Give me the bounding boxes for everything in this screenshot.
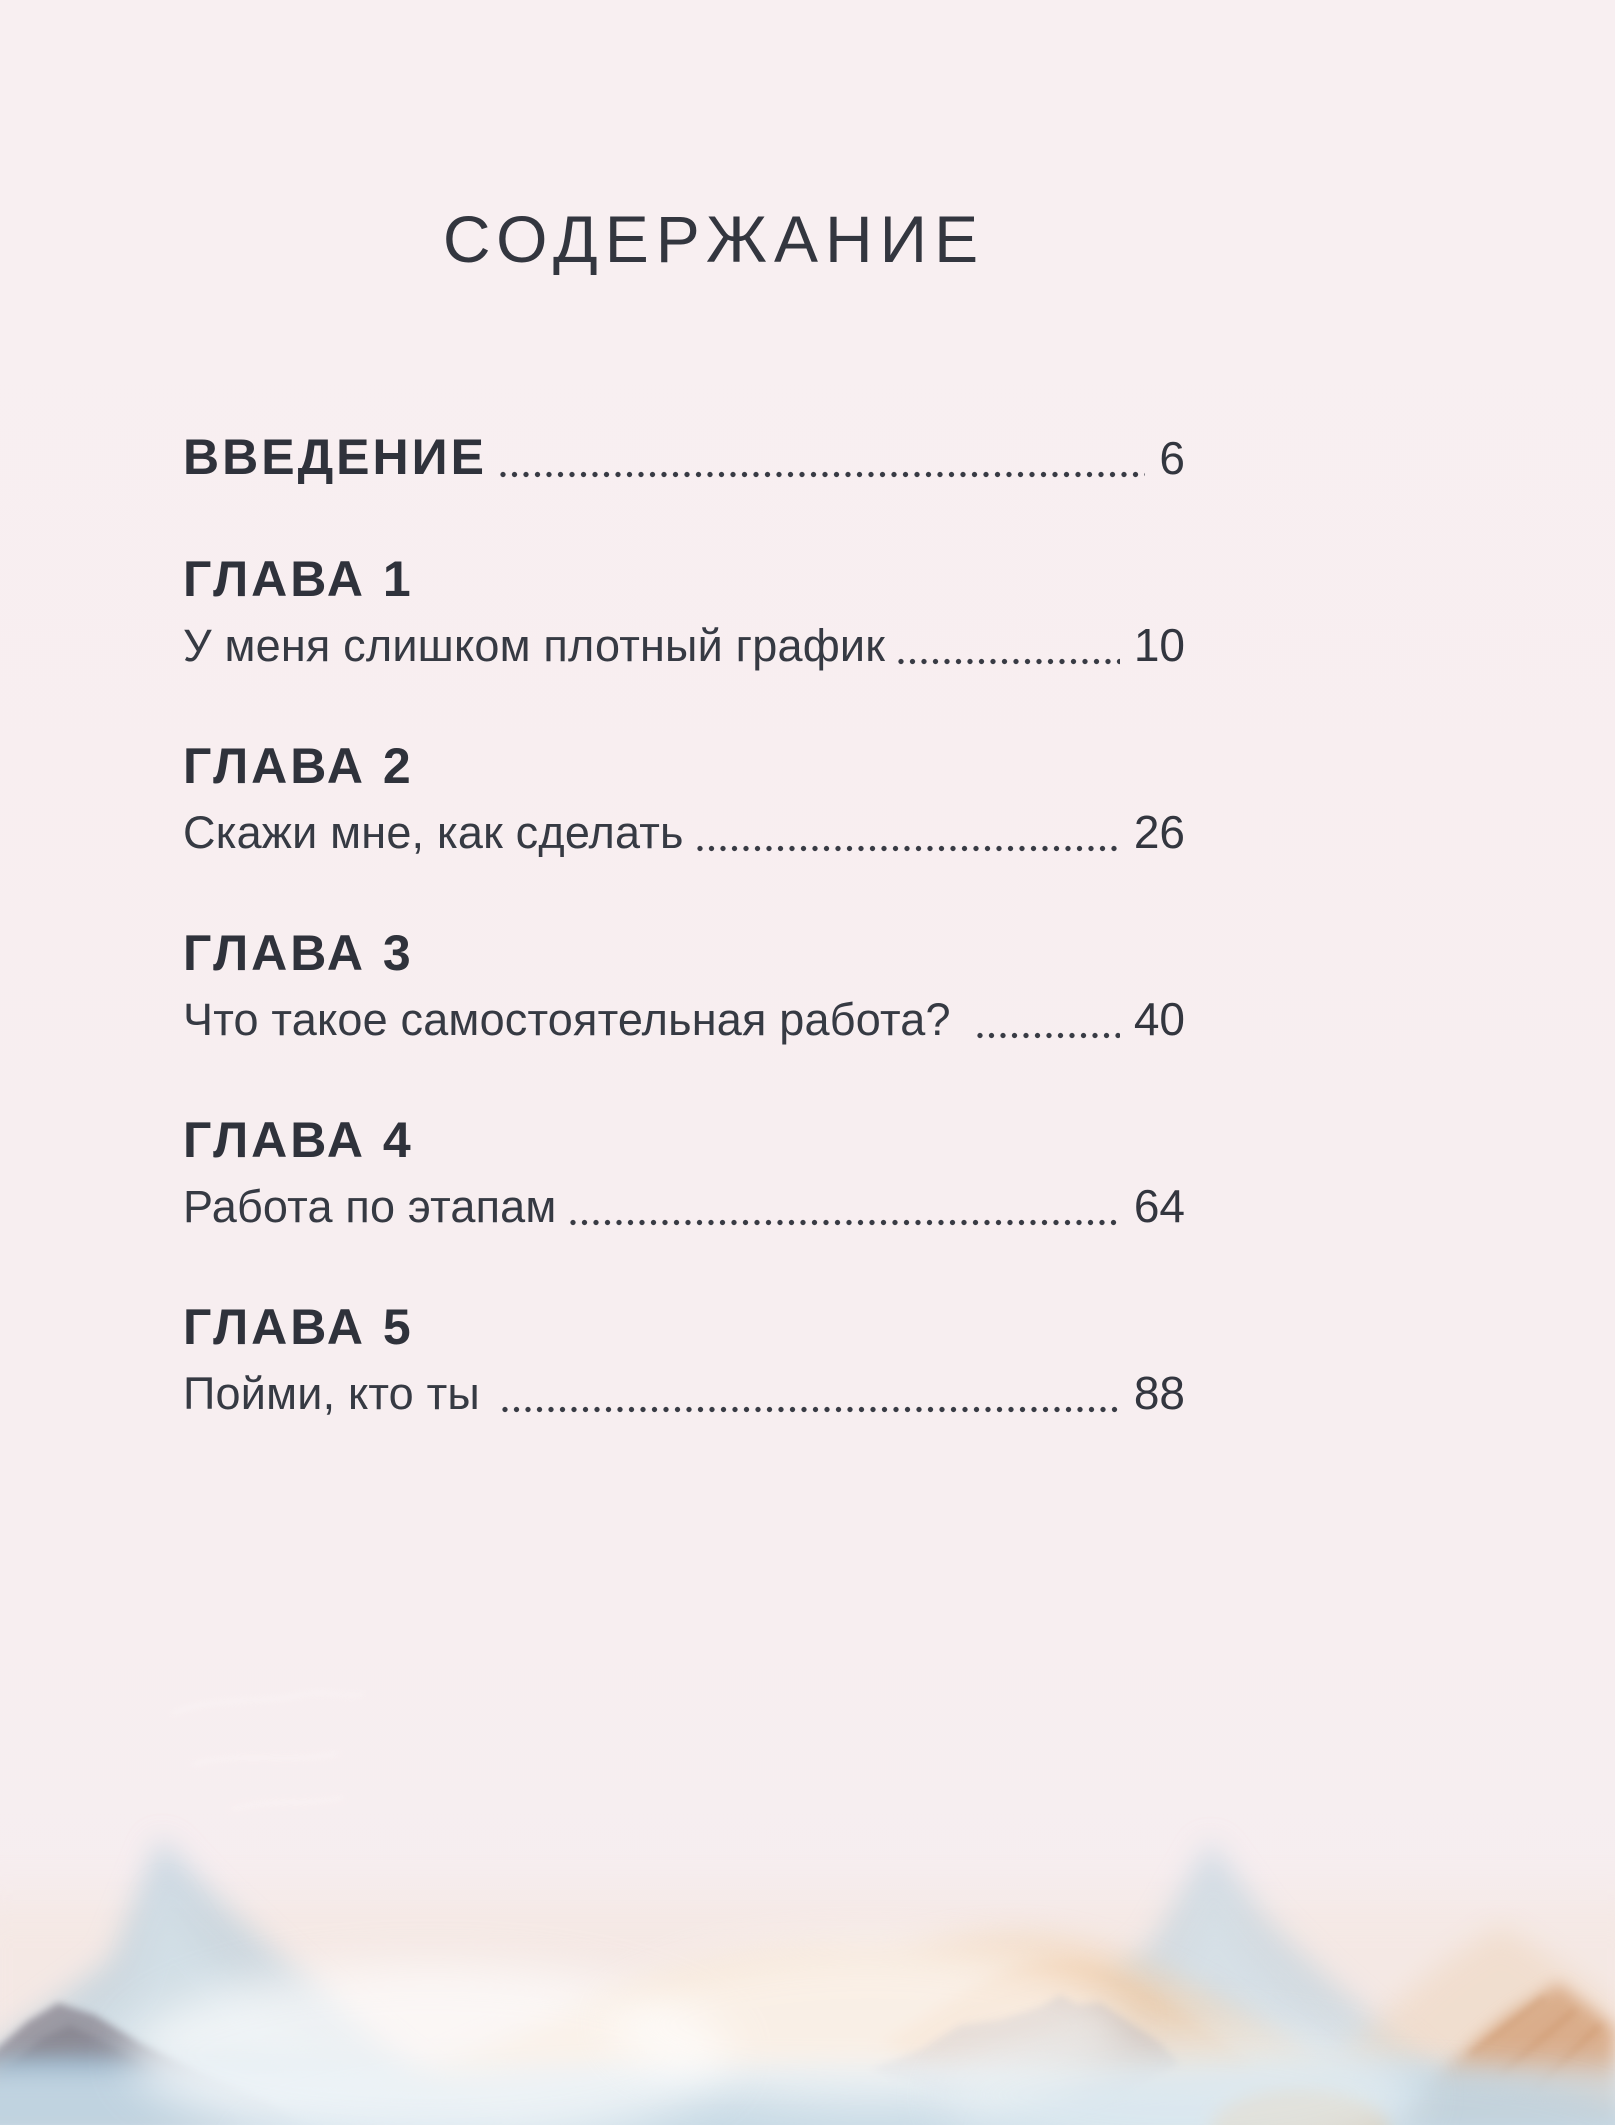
chapter-heading: ГЛАВА 1 bbox=[183, 551, 414, 608]
toc-row bbox=[183, 616, 1185, 675]
chapter-heading: ГЛАВА 3 bbox=[183, 925, 414, 982]
dotted-leader bbox=[570, 1219, 1120, 1226]
toc-entry-label: ВВЕДЕНИЕ bbox=[183, 429, 487, 486]
toc-entry-chapter-4[interactable] bbox=[183, 1109, 1185, 1236]
page-title: СОДЕРЖАНИЕ bbox=[442, 202, 986, 276]
toc-list bbox=[183, 426, 1185, 1423]
toc-row bbox=[183, 426, 1185, 488]
dotted-leader bbox=[500, 471, 1145, 478]
page-number: 40 bbox=[1133, 993, 1185, 1046]
toc-entry-chapter-1[interactable] bbox=[183, 548, 1185, 675]
mountain-illustration bbox=[0, 1625, 1615, 2125]
dotted-leader bbox=[502, 1406, 1120, 1413]
toc-row bbox=[183, 990, 1185, 1049]
page-number: 26 bbox=[1133, 806, 1185, 859]
page-number: 6 bbox=[1159, 432, 1185, 485]
toc-row bbox=[183, 803, 1185, 862]
chapter-subtitle: Скажи мне, как сделать bbox=[183, 807, 684, 859]
toc-entry-chapter-5[interactable] bbox=[183, 1296, 1185, 1423]
page-number: 88 bbox=[1133, 1367, 1185, 1420]
chapter-subtitle: Что такое самостоятельная работа? bbox=[183, 994, 951, 1046]
chapter-heading: ГЛАВА 5 bbox=[183, 1299, 414, 1356]
dotted-leader bbox=[697, 845, 1120, 852]
toc-entry-chapter-2[interactable] bbox=[183, 735, 1185, 862]
toc-row bbox=[183, 1177, 1185, 1236]
toc-row bbox=[183, 1364, 1185, 1423]
page-number: 64 bbox=[1133, 1180, 1185, 1233]
toc-content bbox=[0, 202, 1615, 1423]
chapter-heading: ГЛАВА 2 bbox=[183, 738, 414, 795]
dotted-leader bbox=[898, 658, 1120, 665]
page-number: 10 bbox=[1133, 619, 1185, 672]
dotted-leader bbox=[977, 1032, 1120, 1039]
chapter-heading: ГЛАВА 4 bbox=[183, 1112, 414, 1169]
chapter-subtitle: Пойми, кто ты bbox=[183, 1368, 480, 1420]
chapter-subtitle: Работа по этапам bbox=[183, 1181, 557, 1233]
white-sketch-marks bbox=[170, 1693, 365, 1810]
toc-entry-chapter-3[interactable] bbox=[183, 922, 1185, 1049]
toc-entry-introduction[interactable] bbox=[183, 426, 1185, 488]
chapter-subtitle: У меня слишком плотный график bbox=[183, 620, 886, 672]
